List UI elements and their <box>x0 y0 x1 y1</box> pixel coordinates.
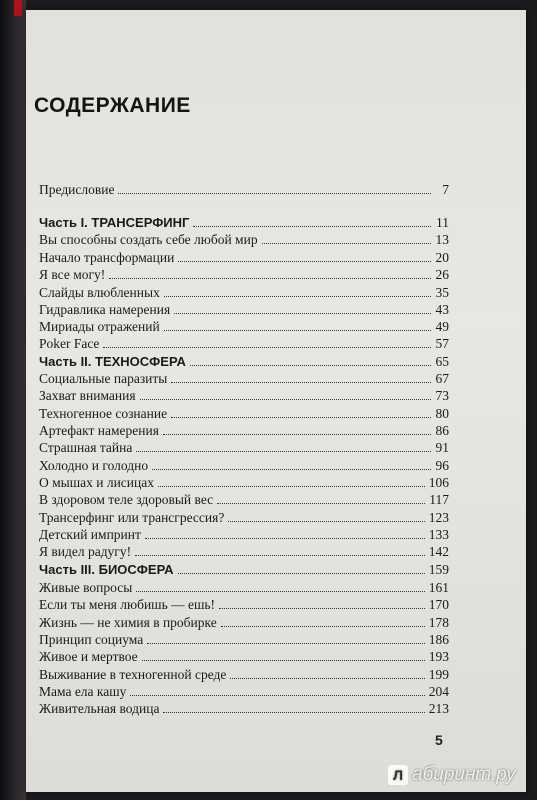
toc-entry <box>39 527 449 545</box>
toc-entry-title: Артефакт намерения <box>39 423 159 438</box>
bookmark-ribbon <box>14 0 22 16</box>
toc-entry-page: 13 <box>435 232 449 247</box>
toc-entry-title: Часть I. ТРАНСЕРФИНГ <box>39 215 190 230</box>
dot-leader <box>193 216 431 227</box>
toc-entry-title: Трансерфинг или трансгрессия? <box>39 510 225 525</box>
toc-entry-page: 67 <box>435 371 449 386</box>
toc-entry <box>39 440 449 458</box>
toc-entry <box>39 250 449 268</box>
toc-entry-title: Если ты меня любишь — ешь! <box>39 597 216 612</box>
page-number: 5 <box>435 732 443 748</box>
toc-entry-page: 57 <box>435 336 449 351</box>
toc-entry-page: 133 <box>428 527 449 542</box>
toc-entry-page: 86 <box>435 423 449 438</box>
toc-entry-page: 186 <box>428 632 449 647</box>
toc-entry-page: 49 <box>435 319 449 334</box>
dot-leader <box>147 633 425 644</box>
book-spine <box>0 0 26 800</box>
watermark <box>388 764 516 786</box>
toc-entry <box>39 649 449 667</box>
toc-entry <box>39 492 449 510</box>
dot-leader <box>164 286 431 297</box>
dot-leader <box>118 183 431 194</box>
toc-entry-page: 7 <box>442 182 449 197</box>
toc-entry <box>39 388 449 406</box>
dot-leader <box>163 702 424 713</box>
toc-entry <box>39 285 449 303</box>
toc-entry <box>39 597 449 615</box>
dot-leader <box>109 268 431 279</box>
toc-entry-page: 43 <box>435 302 449 317</box>
toc-entry-page: 20 <box>435 250 449 265</box>
toc-entry-page: 96 <box>435 458 449 473</box>
toc-entry <box>39 336 449 354</box>
dot-leader <box>164 320 431 331</box>
toc-entry <box>39 475 449 493</box>
toc-entry <box>39 544 449 562</box>
toc-entry-title: Я видел радугу! <box>39 544 132 559</box>
dot-leader <box>221 616 425 627</box>
toc-entry-page: 65 <box>435 354 449 369</box>
dot-leader <box>135 545 425 556</box>
toc-part-heading <box>39 354 449 372</box>
dot-leader <box>145 528 425 539</box>
toc-entry <box>39 684 449 702</box>
toc-entry <box>39 632 449 650</box>
toc-entry <box>39 615 449 633</box>
dot-leader <box>217 493 425 504</box>
toc-entry-page: 117 <box>429 492 449 507</box>
watermark-text: абиринт.ру <box>412 764 516 785</box>
toc-entry-page: 35 <box>435 285 449 300</box>
toc-entry-page: 80 <box>435 406 449 421</box>
toc-entry-title: Предисловие <box>39 182 115 197</box>
toc-entry-page: 161 <box>428 580 449 595</box>
toc-entry-title: Выживание в техногенной среде <box>39 667 227 682</box>
dot-leader <box>152 459 431 470</box>
toc-entry-title: Социальные паразиты <box>39 371 168 386</box>
dot-leader <box>230 668 424 679</box>
toc-entry-title: Живые вопросы <box>39 580 133 595</box>
toc-entry-page: 73 <box>435 388 449 403</box>
dot-leader <box>140 389 431 400</box>
toc-entry-page: 199 <box>428 667 449 682</box>
toc-entry <box>39 267 449 285</box>
toc-entry-title: Гидравлика намерения <box>39 302 171 317</box>
toc-entry-title: Часть III. БИОСФЕРА <box>39 562 174 577</box>
toc-entry-title: Poker Face <box>39 336 100 351</box>
toc-entry-title: Детский импринт <box>39 527 141 542</box>
toc-entry-page: 159 <box>428 562 449 577</box>
toc-entry-page: 213 <box>428 701 449 716</box>
toc-entry-title: Страшная тайна <box>39 440 133 455</box>
toc-entry-title: Слайды влюбленных <box>39 285 160 300</box>
toc-entry-page: 178 <box>428 615 449 630</box>
dot-leader <box>130 685 424 696</box>
toc-entry-title: Жизнь — не химия в пробирке <box>39 615 217 630</box>
dot-leader <box>219 598 425 609</box>
dot-leader <box>262 233 431 244</box>
toc-entry-title: Техногенное сознание <box>39 406 168 421</box>
labyrinth-logo-icon: Л <box>388 765 408 785</box>
book-page <box>26 10 526 792</box>
toc-entry <box>39 302 449 320</box>
toc-entry-title: В здоровом теле здоровый вес <box>39 492 214 507</box>
dot-leader <box>171 372 431 383</box>
toc-entry-page: 91 <box>435 440 449 455</box>
toc-entry <box>39 667 449 685</box>
dot-leader <box>158 476 425 487</box>
toc-entry-title: Холодно и голодно <box>39 458 149 473</box>
toc-entry-page: 193 <box>428 649 449 664</box>
toc-entry <box>39 510 449 528</box>
toc-entry-title: Начало трансформации <box>39 250 175 265</box>
page-title: СОДЕРЖАНИЕ <box>34 94 191 117</box>
dot-leader <box>103 337 431 348</box>
toc-entry-title: Захват внимания <box>39 388 136 403</box>
dot-leader <box>136 441 431 452</box>
toc-part-heading <box>39 562 449 580</box>
dot-leader <box>136 581 424 592</box>
toc-entry <box>39 319 449 337</box>
dot-leader <box>178 563 425 574</box>
toc-entry-title: Принцип социума <box>39 632 144 647</box>
toc-entry <box>39 232 449 250</box>
toc-entry <box>39 580 449 598</box>
dot-leader <box>190 355 431 366</box>
dot-leader <box>171 407 431 418</box>
dot-leader <box>228 511 424 522</box>
toc-entry-page: 26 <box>435 267 449 282</box>
dot-leader <box>163 424 431 435</box>
toc-entry <box>39 458 449 476</box>
toc-entry-page: 106 <box>428 475 449 490</box>
toc-entry-page: 123 <box>428 510 449 525</box>
toc-part-heading <box>39 215 449 233</box>
toc-entry-page: 142 <box>428 544 449 559</box>
toc-entry-page: 204 <box>428 684 449 699</box>
dot-leader <box>174 303 431 314</box>
toc-entry <box>39 182 449 200</box>
toc-entry-title: О мышах и лисицах <box>39 475 154 490</box>
dot-leader <box>142 650 425 661</box>
toc-entry-page: 170 <box>428 597 449 612</box>
toc-entry <box>39 371 449 389</box>
toc-entry <box>39 406 449 424</box>
toc-entry-page: 11 <box>436 215 449 230</box>
toc-entry-title: Я все могу! <box>39 267 106 282</box>
toc-entry <box>39 423 449 441</box>
toc-entry-title: Мириады отражений <box>39 319 160 334</box>
dot-leader <box>178 251 431 262</box>
toc-entry-title: Часть II. ТЕХНОСФЕРА <box>39 354 186 369</box>
toc-entry-title: Живительная водица <box>39 701 160 716</box>
toc-entry-title: Вы способны создать себе любой мир <box>39 232 258 247</box>
toc-entry <box>39 701 449 719</box>
toc-entry-title: Мама ела кашу <box>39 684 127 699</box>
toc-entry-title: Живое и мертвое <box>39 649 138 664</box>
